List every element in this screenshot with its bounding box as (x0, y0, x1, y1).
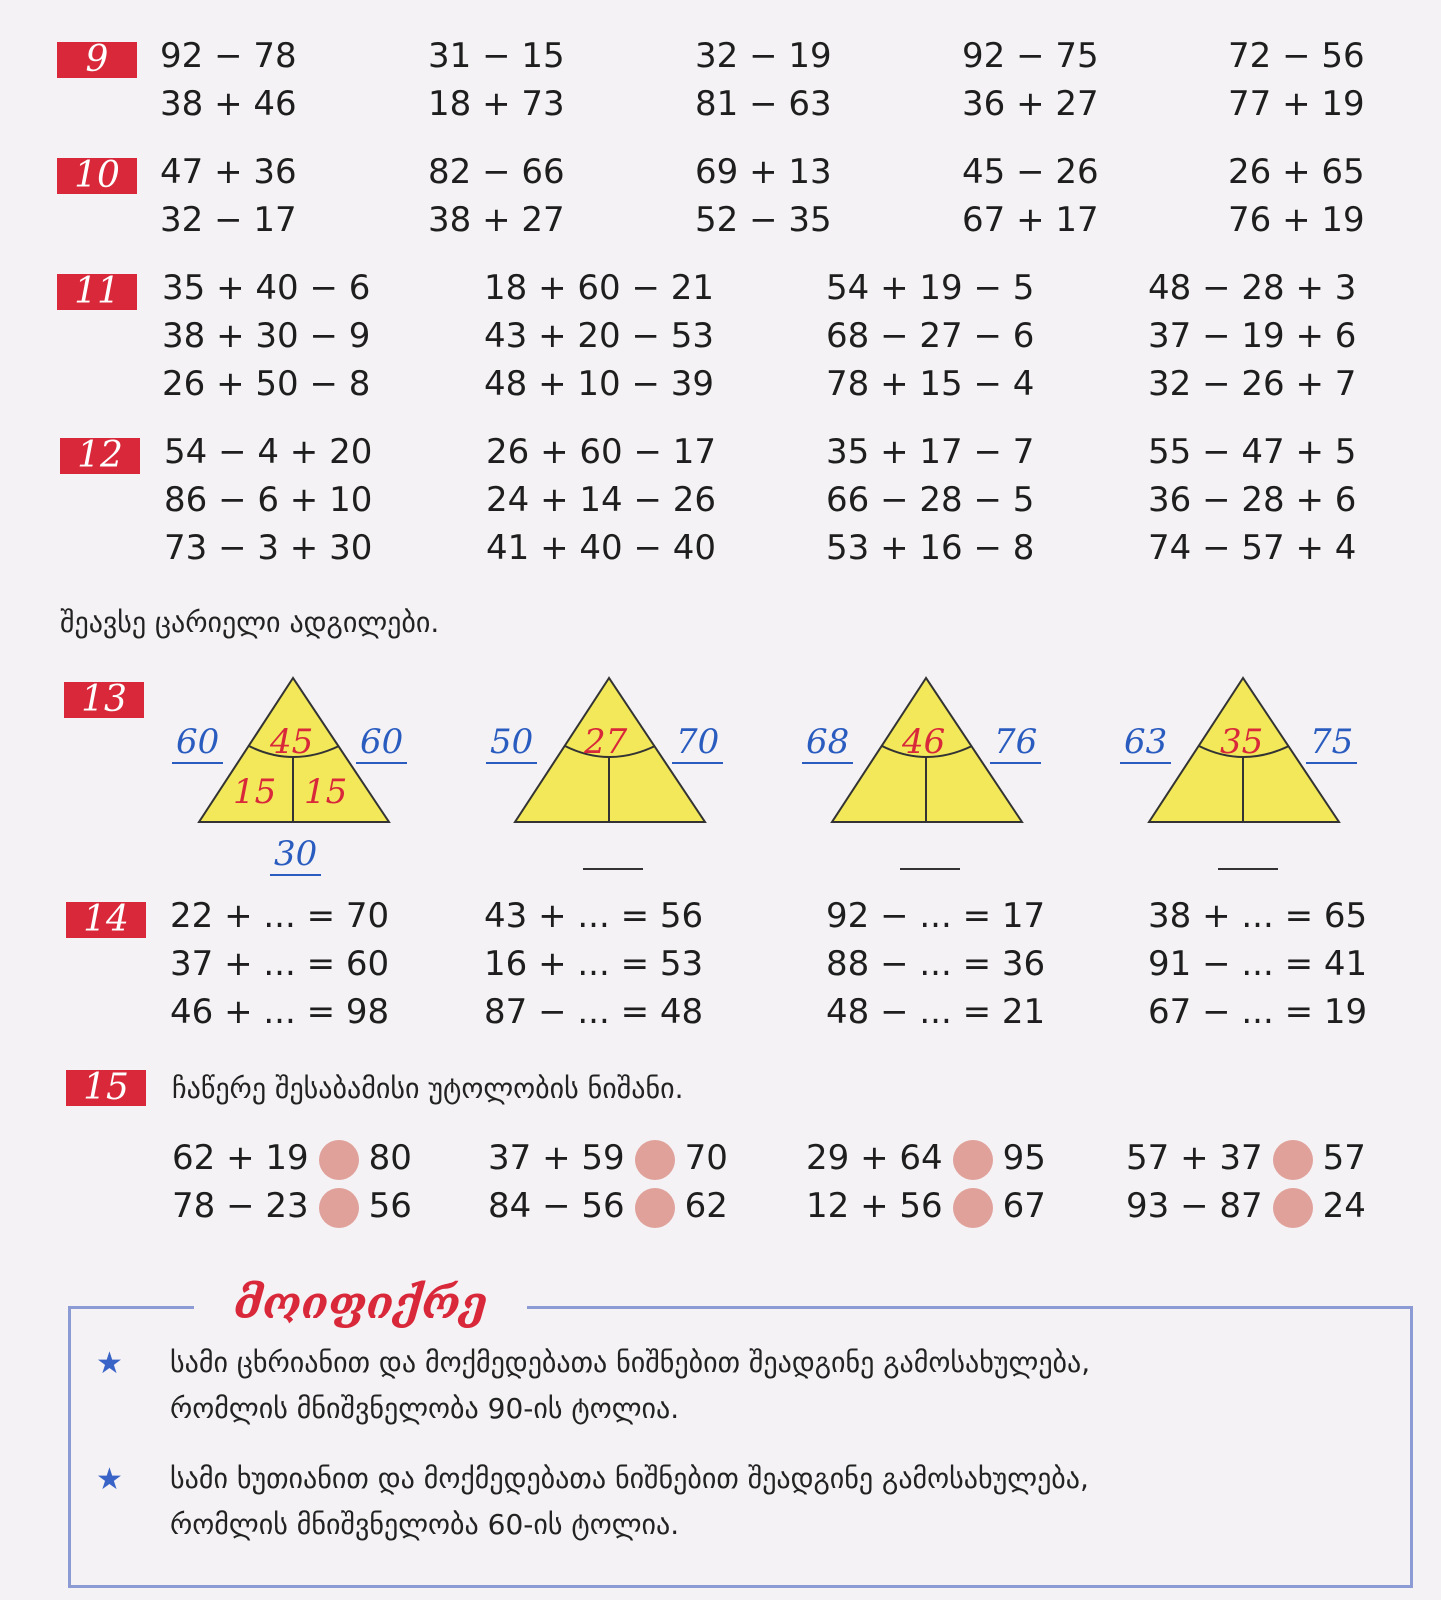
exercise-number-badge: 12 (60, 438, 140, 474)
comparison-left: 62 + 19 (172, 1138, 309, 1178)
triangle-top-number: 27 (584, 722, 628, 762)
comparison-item (172, 1182, 412, 1230)
expression: 72 − 56 (1228, 36, 1365, 76)
comparison-item (488, 1182, 728, 1230)
comparison-left: 78 − 23 (172, 1186, 309, 1226)
star-icon: ★ (96, 1462, 123, 1497)
expression: 26 + 60 − 17 (486, 432, 716, 472)
triangle-bottom-number: 30 (270, 834, 321, 876)
expression: 47 + 36 (160, 152, 297, 192)
expression: 36 − 28 + 6 (1148, 480, 1357, 520)
expression: 48 + 10 − 39 (484, 364, 714, 404)
expression: 54 − 4 + 20 (164, 432, 373, 472)
expression: 38 + 30 − 9 (162, 316, 371, 356)
expression: 31 − 15 (428, 36, 565, 76)
expression: 55 − 47 + 5 (1148, 432, 1357, 472)
expression: 77 + 19 (1228, 84, 1365, 124)
expression: 66 − 28 − 5 (826, 480, 1035, 520)
expression: 92 − 75 (962, 36, 1099, 76)
think-task-line: სამი ხუთიანით და მოქმედებათა ნიშნებით შეადგინე გამოსახულება, (170, 1462, 1089, 1495)
think-task (170, 1456, 1320, 1548)
comparison-right: 70 (684, 1138, 728, 1178)
comparison-right: 80 (368, 1138, 412, 1178)
equation: 88 − ... = 36 (826, 944, 1046, 984)
exercise-number-badge: 13 (64, 682, 144, 718)
expression: 32 − 17 (160, 200, 297, 240)
comparison-right: 24 (1322, 1186, 1366, 1226)
comparison-left: 57 + 37 (1126, 1138, 1263, 1178)
comparison-item (1126, 1134, 1366, 1182)
comparison-left: 12 + 56 (806, 1186, 943, 1226)
equation: 46 + ... = 98 (170, 992, 390, 1032)
answer-blank-line (583, 868, 643, 870)
expression: 37 − 19 + 6 (1148, 316, 1357, 356)
equation: 91 − ... = 41 (1148, 944, 1368, 984)
exercise-number-badge: 14 (66, 902, 146, 938)
expression: 32 − 26 + 7 (1148, 364, 1357, 404)
number-triangle (796, 676, 1056, 876)
comparison-sign-slot[interactable] (1273, 1140, 1313, 1180)
comparison-sign-slot[interactable] (319, 1140, 359, 1180)
expression: 35 + 40 − 6 (162, 268, 371, 308)
expression: 18 + 73 (428, 84, 565, 124)
expression: 48 − 28 + 3 (1148, 268, 1357, 308)
think-task-line: რომლის მნიშვნელობა 90-ის ტოლია. (170, 1392, 680, 1425)
expression: 86 − 6 + 10 (164, 480, 373, 520)
expression: 32 − 19 (695, 36, 832, 76)
triangle-right-number: 60 (356, 722, 407, 764)
equation: 43 + ... = 56 (484, 896, 704, 936)
equation: 67 − ... = 19 (1148, 992, 1368, 1032)
comparison-right: 57 (1322, 1138, 1366, 1178)
expression: 67 + 17 (962, 200, 1099, 240)
comparison-right: 95 (1002, 1138, 1046, 1178)
answer-blank-line (1218, 868, 1278, 870)
answer-blank-line (900, 868, 960, 870)
expression: 82 − 66 (428, 152, 565, 192)
comparison-item (1126, 1182, 1366, 1230)
expression: 74 − 57 + 4 (1148, 528, 1357, 568)
expression: 68 − 27 − 6 (826, 316, 1035, 356)
comparison-item (806, 1182, 1046, 1230)
triangle-left-number: 60 (172, 722, 223, 764)
expression: 36 + 27 (962, 84, 1099, 124)
comparison-sign-slot[interactable] (635, 1140, 675, 1180)
exercise-number-badge: 15 (66, 1070, 146, 1106)
triangle-left-number: 50 (486, 722, 537, 764)
expression: 52 − 35 (695, 200, 832, 240)
comparison-sign-slot[interactable] (635, 1188, 675, 1228)
comparison-sign-slot[interactable] (953, 1188, 993, 1228)
expression: 76 + 19 (1228, 200, 1365, 240)
star-icon: ★ (96, 1346, 123, 1381)
equation: 87 − ... = 48 (484, 992, 704, 1032)
triangle-right-number: 76 (990, 722, 1041, 764)
expression: 73 − 3 + 30 (164, 528, 373, 568)
comparison-right: 67 (1002, 1186, 1046, 1226)
think-task-line: სამი ცხრიანით და მოქმედებათა ნიშნებით შეადგინე გამოსახულება, (170, 1346, 1091, 1379)
expression: 38 + 27 (428, 200, 565, 240)
comparison-left: 84 − 56 (488, 1186, 625, 1226)
think-task (170, 1340, 1320, 1432)
think-box-title: მოიფიქრე (194, 1278, 527, 1329)
comparison-left: 93 − 87 (1126, 1186, 1263, 1226)
expression: 26 + 50 − 8 (162, 364, 371, 404)
expression: 38 + 46 (160, 84, 297, 124)
expression: 43 + 20 − 53 (484, 316, 714, 356)
expression: 18 + 60 − 21 (484, 268, 714, 308)
comparison-sign-slot[interactable] (319, 1188, 359, 1228)
equation: 92 − ... = 17 (826, 896, 1046, 936)
number-triangle (479, 676, 739, 876)
triangle-top-number: 46 (902, 722, 946, 762)
equation: 48 − ... = 21 (826, 992, 1046, 1032)
comparison-right: 62 (684, 1186, 728, 1226)
expression: 54 + 19 − 5 (826, 268, 1035, 308)
triangle-bottom-left-number: 15 (233, 772, 277, 812)
comparison-left: 29 + 64 (806, 1138, 943, 1178)
triangle-top-number: 35 (1220, 722, 1264, 762)
expression: 81 − 63 (695, 84, 832, 124)
comparison-item (172, 1134, 412, 1182)
expression: 45 − 26 (962, 152, 1099, 192)
triangle-left-number: 68 (802, 722, 853, 764)
equation: 22 + ... = 70 (170, 896, 390, 936)
instruction-text: შეავსე ცარიელი ადგილები. (60, 606, 440, 639)
expression: 78 + 15 − 4 (826, 364, 1035, 404)
comparison-right: 56 (368, 1186, 412, 1226)
triangle-right-number: 75 (1306, 722, 1357, 764)
number-triangle (1113, 676, 1373, 876)
think-task-line: რომლის მნიშვნელობა 60-ის ტოლია. (170, 1508, 680, 1541)
triangle-right-number: 70 (672, 722, 723, 764)
equation: 38 + ... = 65 (1148, 896, 1368, 936)
triangle-left-number: 63 (1120, 722, 1171, 764)
comparison-item (488, 1134, 728, 1182)
expression: 92 − 78 (160, 36, 297, 76)
equation: 16 + ... = 53 (484, 944, 704, 984)
expression: 69 + 13 (695, 152, 832, 192)
expression: 26 + 65 (1228, 152, 1365, 192)
comparison-sign-slot[interactable] (1273, 1188, 1313, 1228)
triangle-bottom-right-number: 15 (304, 772, 348, 812)
expression: 41 + 40 − 40 (486, 528, 716, 568)
triangle-top-number: 45 (270, 722, 314, 762)
instruction-text: ჩაწერე შესაბამისი უტოლობის ნიშანი. (172, 1072, 684, 1105)
comparison-left: 37 + 59 (488, 1138, 625, 1178)
exercise-number-badge: 11 (57, 274, 137, 310)
expression: 35 + 17 − 7 (826, 432, 1035, 472)
comparison-item (806, 1134, 1046, 1182)
exercise-number-badge: 10 (57, 158, 137, 194)
exercise-number-badge: 9 (57, 42, 137, 78)
comparison-sign-slot[interactable] (953, 1140, 993, 1180)
equation: 37 + ... = 60 (170, 944, 390, 984)
expression: 53 + 16 − 8 (826, 528, 1035, 568)
expression: 24 + 14 − 26 (486, 480, 716, 520)
